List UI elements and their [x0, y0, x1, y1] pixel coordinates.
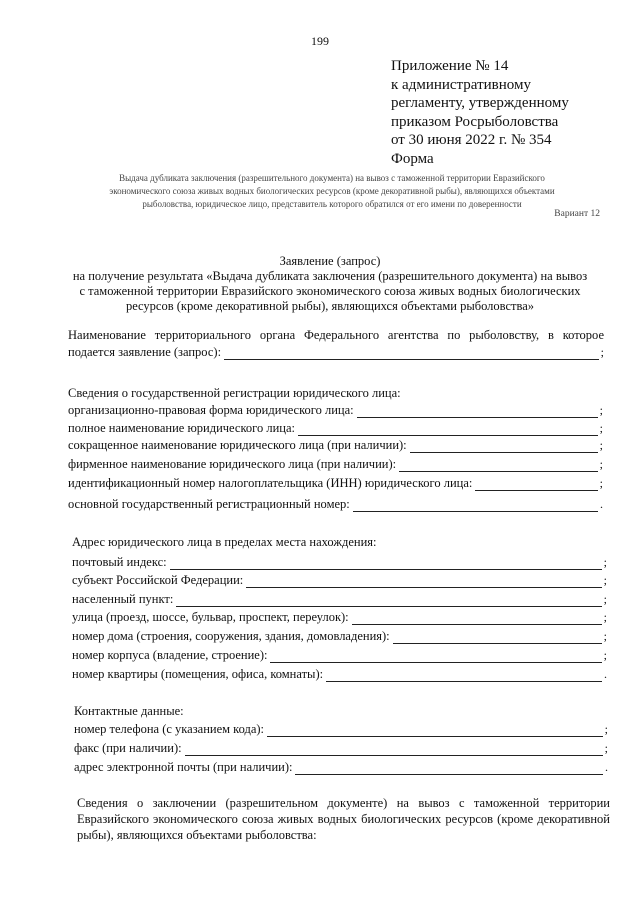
- fill-line[interactable]: [393, 632, 602, 644]
- form-label: Форма: [391, 150, 434, 167]
- header-note-line: Выдача дубликата заключения (разрешительного документа) на вывоз с таможенной территории Евразийского: [119, 173, 545, 183]
- fill-line[interactable]: [246, 576, 601, 588]
- fill-line[interactable]: [295, 763, 603, 775]
- full-name-field[interactable]: полное наименование юридического лица: ;: [68, 421, 603, 435]
- short-name-field[interactable]: сокращенное наименование юридического лица (при наличии): ;: [68, 438, 603, 452]
- email-field[interactable]: адрес электронной почты (при наличии): .: [74, 760, 608, 774]
- fill-line[interactable]: [353, 500, 598, 512]
- title-line: с таможенной территории Евразийского экономического союза живых водных биологических: [79, 284, 581, 298]
- fill-line[interactable]: [410, 441, 598, 453]
- appendix-block: [391, 57, 569, 168]
- fill-line[interactable]: [298, 424, 598, 436]
- header-note-line: экономического союза живых водных биологических ресурсов (кроме декоративной рыбы), являющихся объектами: [109, 186, 555, 196]
- header-note-line: рыболовства, юридическое лицо, представитель которого обратился от его имени по доверенности: [142, 199, 522, 209]
- appendix-line: Приложение № 14: [391, 58, 509, 74]
- settlement-field[interactable]: населенный пункт: ;: [72, 592, 607, 606]
- street-field[interactable]: улица (проезд, шоссе, бульвар, проспект, переулок): ;: [72, 610, 607, 624]
- title-line: Заявление (запрос): [279, 254, 381, 268]
- fill-line[interactable]: [357, 406, 598, 418]
- contacts-heading: Контактные данные:: [74, 704, 184, 718]
- page-number: 199: [311, 34, 329, 48]
- apartment-field[interactable]: номер квартиры (помещения, офиса, комнаты): .: [72, 667, 607, 681]
- fill-line[interactable]: [352, 613, 602, 625]
- document-title: [60, 254, 600, 314]
- building-field[interactable]: номер корпуса (владение, строение): ;: [72, 648, 607, 662]
- ogrn-field[interactable]: основной государственный регистрационный номер: .: [68, 497, 603, 511]
- fill-line[interactable]: [326, 670, 602, 682]
- variant-label: Вариант 12: [554, 209, 600, 219]
- appendix-line: приказом Росрыболовства: [391, 113, 559, 130]
- region-field[interactable]: субъект Российской Федерации: ;: [72, 573, 607, 587]
- fill-line[interactable]: [270, 651, 601, 663]
- appendix-line: к административному: [391, 76, 531, 93]
- appendix-line: от 30 июня 2022 г. № 354: [391, 132, 552, 148]
- appendix-line: регламенту, утвержденному: [391, 95, 569, 111]
- house-number-field[interactable]: номер дома (строения, сооружения, здания, домовладения): ;: [72, 629, 607, 643]
- registration-heading: Сведения о государственной регистрации юридического лица:: [68, 386, 401, 400]
- postal-code-field[interactable]: почтовый индекс: ;: [72, 555, 607, 569]
- inn-field[interactable]: идентификационный номер налогоплательщика (ИНН) юридического лица: ;: [68, 476, 603, 490]
- conclusion-paragraph: Сведения о заключении (разрешительном документе) на вывоз с таможенной территории Евразийского экономического союза живых водных биологических ресурсов (кроме декоративной рыбы), являющихся объектами рыболовства:: [77, 796, 610, 842]
- territorial-body-field[interactable]: подается заявление (запрос): ;: [68, 345, 604, 359]
- fill-line[interactable]: [224, 348, 599, 360]
- territorial-body-label: Наименование территориального органа Федерального агентства по рыболовству, в которое: [68, 328, 604, 342]
- phone-field[interactable]: номер телефона (с указанием кода): ;: [74, 722, 608, 736]
- title-line: на получение результата «Выдача дубликата заключения (разрешительного документа) на вывоз: [72, 269, 588, 283]
- field-label: подается заявление (запрос):: [68, 345, 222, 359]
- fill-line[interactable]: [170, 558, 602, 570]
- fill-line[interactable]: [267, 725, 603, 737]
- header-note: [62, 172, 602, 211]
- fill-line[interactable]: [185, 744, 603, 756]
- brand-name-field[interactable]: фирменное наименование юридического лица (при наличии): ;: [68, 457, 603, 471]
- fill-line[interactable]: [176, 595, 601, 607]
- legal-form-field[interactable]: организационно-правовая форма юридического лица: ;: [68, 403, 603, 417]
- address-heading: Адрес юридического лица в пределах места нахождения:: [72, 535, 377, 549]
- fill-line[interactable]: [399, 460, 598, 472]
- fill-line[interactable]: [475, 479, 597, 491]
- title-line: ресурсов (кроме декоративной рыбы), являющихся объектами рыболовства»: [125, 299, 535, 313]
- fax-field[interactable]: факс (при наличии): ;: [74, 741, 608, 755]
